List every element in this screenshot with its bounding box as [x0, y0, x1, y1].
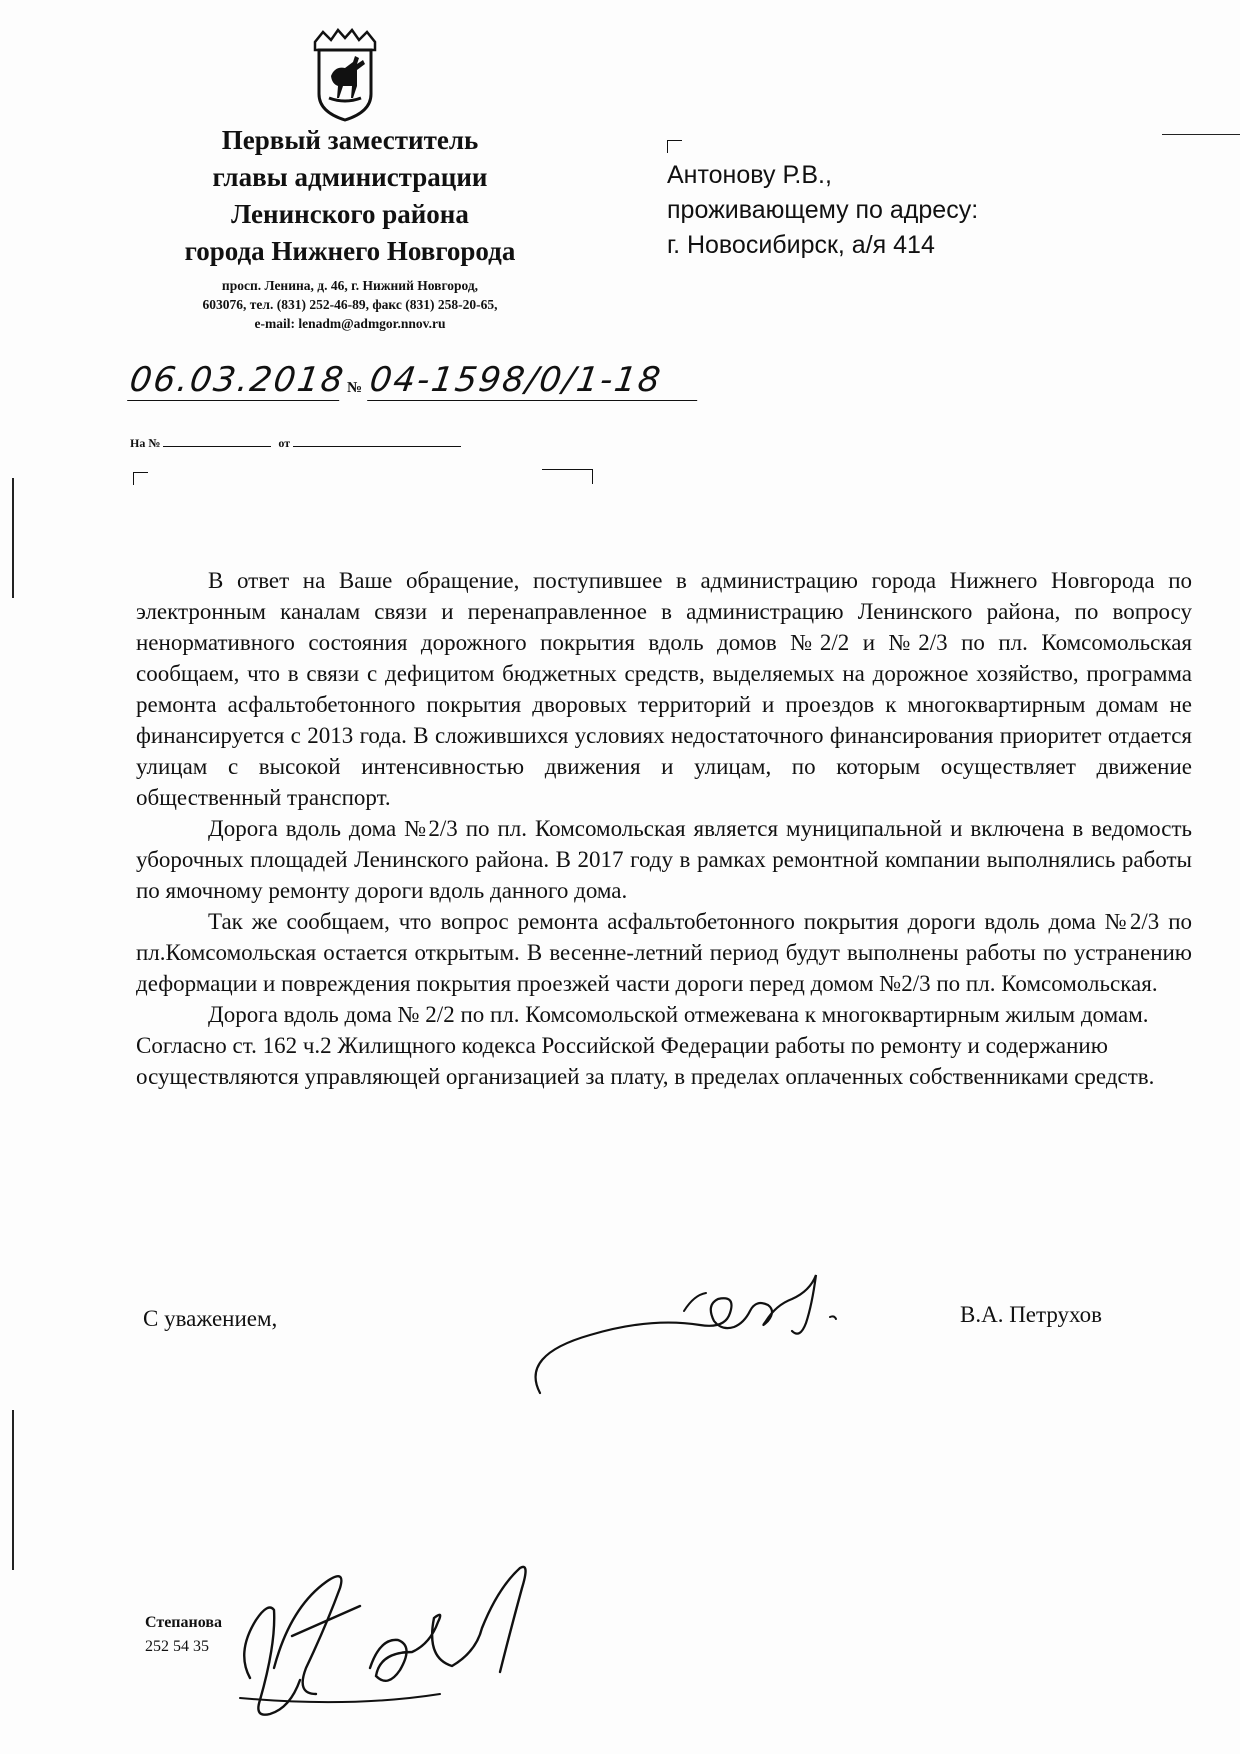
reference-line — [130, 436, 461, 451]
body-paragraph: Дорога вдоль дома №2/3 по пл. Комсомольская является муниципальной и включена в ведомость уборочных площадей Ленинского района. В 2017 году в рамках ремонтной компании выполнялись работы по ямочному ремонту дороги вдоль данного дома. — [136, 816, 1192, 903]
addressee-name: Антонову Р.В., — [667, 161, 832, 189]
addressee-address: г. Новосибирск, а/я 414 — [667, 231, 935, 259]
body-paragraph: В ответ на Ваше обращение, поступившее в администрацию города Нижнего Новгорода по электронным каналам связи и перенаправленное в администрацию Ленинского района, по вопросу ненормативного состояния дорожного покрытия вдоль домов №2/2 и №2/3 по пл. Комсомольская сообщаем, что в связи с дефицитом бюджетных средств, выделяемых на дорожное хозяйство, программа ремонта асфальтобетонного покрытия дворовых территорий и проездов к многоквартирным домам не финансируется с 2013 года. В сложившихся условиях недостаточного финансирования приоритет отдается улицам с высокой интенсивностью движения и улицам, по которым осуществляет движение общественный транспорт. — [136, 568, 1192, 810]
registration-date: 06.03.2018 — [127, 360, 348, 400]
sender-title-line: Ленинского района — [231, 199, 469, 229]
handwritten-initials — [230, 1548, 570, 1718]
addressee-address-label: проживающему по адресу: — [667, 196, 979, 224]
addressee-block — [667, 158, 1087, 263]
reference-number-label: На № — [130, 436, 161, 450]
scan-margin-mark — [12, 1410, 14, 1570]
sender-title-line: главы администрации — [212, 162, 488, 192]
letter-body — [136, 565, 1192, 1092]
sender-title-line: города Нижнего Новгорода — [184, 236, 516, 266]
body-paragraph: Так же сообщаем, что вопрос ремонта асфальтобетонного покрытия дороги вдоль дома №2/3 по пл.Комсомольская остается открытым. В весенне-летний период будут выполнены работы по устранению деформации и повреждения покрытия проезжей части дороги перед домом №2/3 по пл. Комсомольская. — [136, 909, 1192, 996]
sender-title — [130, 122, 570, 270]
reference-number-blank — [163, 446, 271, 447]
sender-title-line: Первый заместитель — [221, 125, 479, 155]
reference-from-label: от — [278, 436, 291, 450]
scan-edge-line — [1162, 134, 1240, 135]
sender-phone-fax: 603076, тел. (831) 252-46-89, факс (831) 258-20-65, — [202, 297, 498, 312]
handwritten-signature — [530, 1265, 860, 1405]
coat-of-arms-icon — [305, 28, 385, 124]
addressee-corner-mark — [667, 140, 682, 153]
reference-date-blank — [293, 446, 461, 447]
registration-number: 04-1598/0/1-18 — [367, 360, 703, 401]
sender-address: просп. Ленина, д. 46, г. Нижний Новгород, — [221, 278, 479, 293]
body-paragraph: Дорога вдоль дома № 2/2 по пл. Комсомольской отмежевана к многоквартирным жилым домам. Согласно ст. 162 ч.2 Жилищного кодекса Российской Федерации работы по ремонту и содержанию осуществляются управляющей организацией за плату, в пределах оплаченных собственниками средств. — [136, 1002, 1155, 1089]
signer-name: В.А. Петрухов — [960, 1302, 1103, 1327]
executor-block — [145, 1611, 222, 1659]
closing-salutation: С уважением, — [143, 1306, 278, 1331]
sender-email: e-mail: lenadm@admgor.nnov.ru — [254, 316, 446, 331]
number-sign: № — [347, 380, 363, 396]
body-corner-mark-left — [133, 472, 148, 485]
registration-line — [127, 360, 730, 406]
executor-phone: 252 54 35 — [145, 1638, 209, 1655]
sender-block — [130, 122, 570, 333]
scan-margin-mark — [12, 478, 14, 598]
sender-contacts — [130, 276, 570, 333]
body-corner-mark-right — [542, 469, 593, 484]
executor-name: Степанова — [145, 1614, 222, 1631]
